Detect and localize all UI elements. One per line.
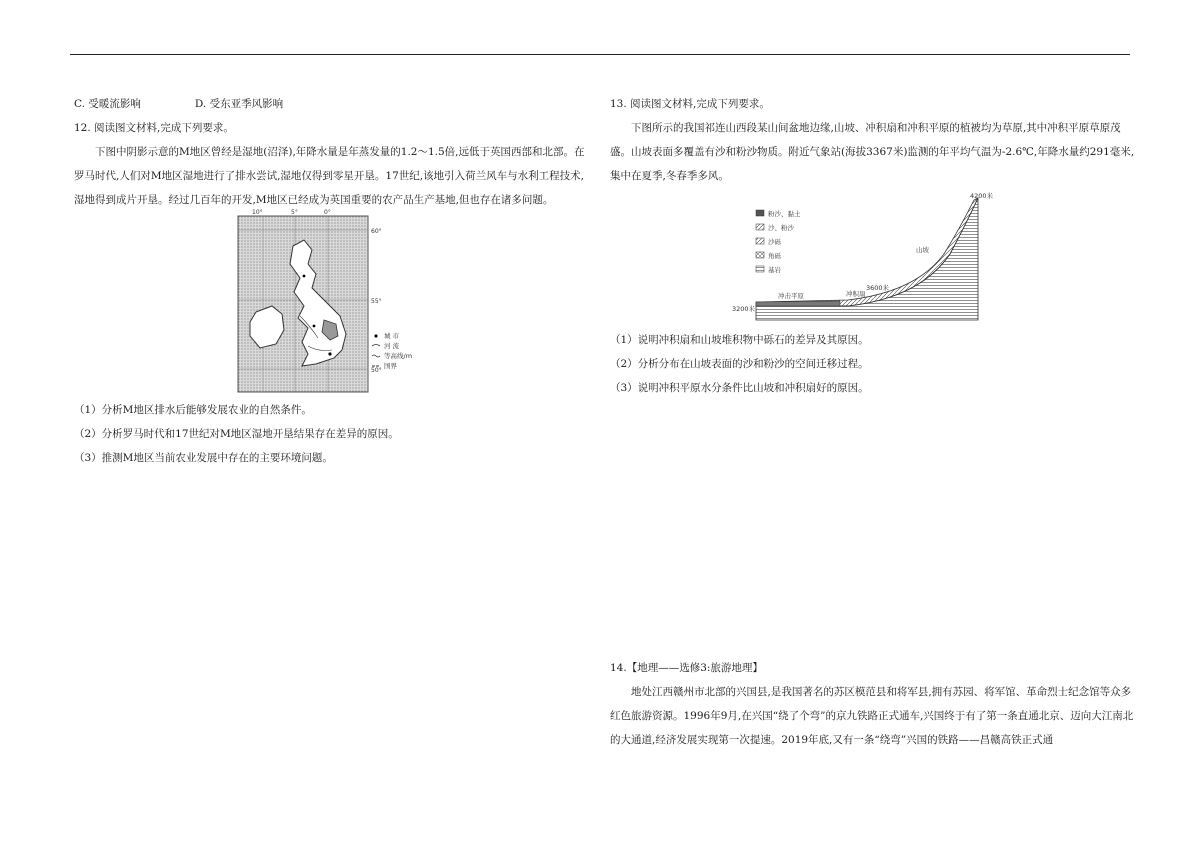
legend-border: 国界 — [384, 362, 397, 370]
option-d: D. 受东亚季风影响 — [194, 98, 284, 110]
q13-question-2: （2）分析分布在山坡表面的沙和粉沙的空间迁移过程。 — [610, 358, 869, 370]
legend-city: 城 市 — [384, 332, 400, 340]
uk-map-figure — [238, 209, 438, 394]
legend-contour: 等高线/m — [384, 352, 413, 360]
legend-breccia: 角砾 — [768, 252, 781, 260]
q12-question-3: （3）推测M地区当前农业发展中存在的主要环境问题。 — [74, 452, 333, 464]
q14-title: 14.【地理——选修3:旅游地理】 — [610, 662, 763, 674]
lat-label: 50° — [371, 367, 382, 374]
slope-label: 山坡 — [916, 246, 929, 254]
slope-profile-figure — [730, 192, 994, 324]
plain-label: 冲击平原 — [778, 292, 804, 300]
lon-label: 0° — [324, 209, 331, 216]
elev-mid-label: 3600米 — [866, 284, 890, 292]
left-column — [74, 92, 594, 470]
q12-question-1: （1）分析M地区排水后能够发展农业的自然条件。 — [74, 404, 312, 416]
fan-label: 冲积扇 — [846, 290, 866, 298]
q12-text: 下图中阴影示意的M地区曾经是湿地(沼泽),年降水量是年蒸发量的1.2～1.5倍,远低于英国西部和北部。在罗马时代,人们对M地区湿地进行了排水尝试,湿地仅得到零星开垦。17世纪,该地引入荷兰风车与水利工程技术,湿地得到成片开垦。经过几百年的开发,M地区已经成为英国重要的农产品生产基地,但也存在诸多问题。 — [74, 146, 585, 206]
legend-river: 河 流 — [384, 342, 400, 350]
q13-figure — [730, 192, 994, 324]
legend-sand-silt: 沙、粉沙 — [768, 224, 794, 232]
lon-label: 5° — [291, 209, 298, 216]
q13-text: 下图所示的我国祁连山西段某山间盆地边缘,山坡、冲积扇和冲积平原的植被均为草原,其中冲积平原草原茂盛。山坡表面多覆盖有沙和粉沙物质。附近气象站(海拔3367米)监测的年平均气温为-2.6℃,年降水量约291毫米,集中在夏季,冬春季多风。 — [610, 122, 1135, 182]
q12-title: 12. 阅读图文材料,完成下列要求。 — [74, 122, 234, 134]
elev-bottom-label: 3200米 — [732, 305, 756, 313]
legend-gravel: 沙砾 — [768, 238, 781, 246]
plain-fine-layer — [756, 301, 840, 306]
q12-map — [238, 209, 618, 394]
q13-question-3: （3）说明冲积平原水分条件比山坡和冲积扇好的原因。 — [610, 382, 869, 394]
option-c: C. 受暖流影响 — [74, 98, 141, 110]
map-legend — [372, 331, 412, 370]
right-column — [610, 92, 1135, 400]
q12-question-2: （2）分析罗马时代和17世纪对M地区湿地开垦结果存在差异的原因。 — [74, 428, 399, 440]
options-line — [74, 92, 594, 116]
figure-legend — [756, 209, 801, 274]
lat-label: 60° — [371, 228, 382, 235]
legend-silt-clay: 粉沙、黏土 — [768, 210, 801, 218]
q14-text: 地处江西赣州市北部的兴国县,是我国著名的苏区模范县和将军县,拥有苏园、将军馆、革命烈士纪念馆等众多红色旅游资源。1996年9月,在兴国“绕了个弯”的京九铁路正式通车,兴国终于有了第一条直通北京、迈向大江南北的大通道,经济发展实现第一次提速。2019年底,又有一条“绕弯”兴国的铁路——昌赣高铁正式通 — [610, 686, 1134, 746]
q13-title: 13. 阅读图文材料,完成下列要求。 — [610, 98, 770, 110]
lon-label: 10° — [252, 209, 263, 216]
lat-label: 55° — [371, 298, 382, 305]
q13-question-1: （1）说明冲积扇和山坡堆积物中砾石的差异及其原因。 — [610, 334, 869, 346]
q14-section — [610, 656, 1135, 752]
elev-top-label: 4200米 — [970, 192, 994, 200]
legend-bedrock: 基岩 — [768, 266, 781, 274]
header-rule — [70, 54, 1130, 55]
